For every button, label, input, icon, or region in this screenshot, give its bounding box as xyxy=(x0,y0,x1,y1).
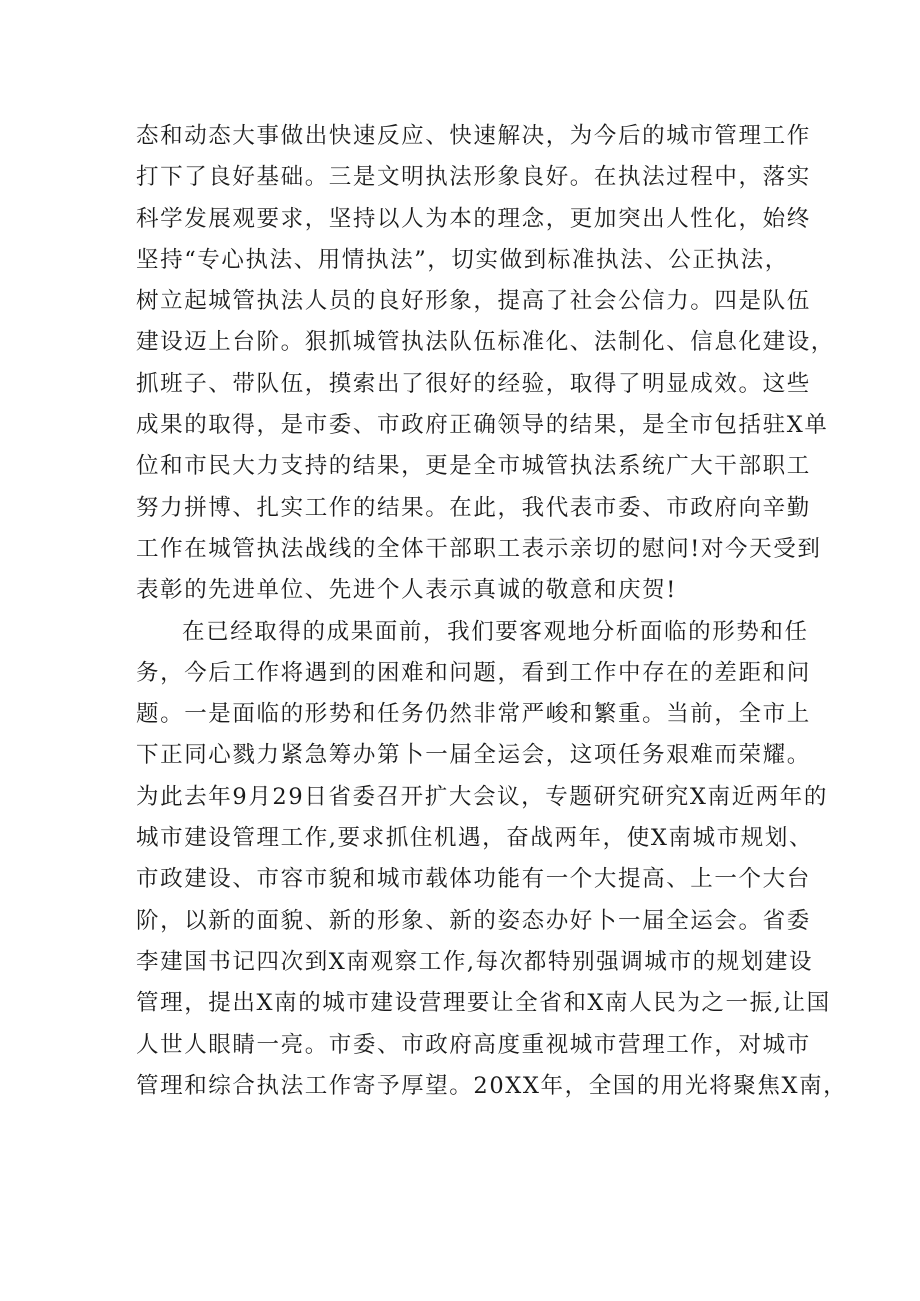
text-line: 位和市民大力支持的结果，更是全市城管执法系统广大干部职工 xyxy=(136,453,811,480)
paragraph-2 xyxy=(136,612,848,1108)
text-line: 态和动态大事做出快速反应、快速解决，为今后的城市管理工作 xyxy=(136,123,811,149)
body-text xyxy=(136,116,848,1107)
text-line: 管理，提出X南的城市建设营理要让全省和X南人民为之一振,让国 xyxy=(136,990,831,1017)
text-line: 管理和综合执法工作寄予厚望。20XX年，全国的用光将聚焦X南， xyxy=(136,1072,848,1099)
text-line: 下正同心戮力紧急筹办第卜一届全运会，这项任务艰难而荣耀。 xyxy=(136,742,811,769)
text-line: 务，今后工作将遇到的困难和问题，看到工作中存在的差距和问 xyxy=(136,659,811,686)
text-line: 表彰的先进单位、先进个人表示真诚的敬意和庆贺! xyxy=(136,577,677,604)
text-line: 打下了良好基础。三是文明执法形象良好。在执法过程中，落实 xyxy=(136,164,811,191)
text-line: 在已经取得的成果面前，我们要客观地分析面临的形势和任 xyxy=(182,618,809,645)
text-line: 树立起城管执法人员的良好形象，提高了社会公信力。四是队伍 xyxy=(136,288,811,315)
text-line: 坚持“专心执法、用情执法”，切实做到标准执法、公正执法， xyxy=(136,246,789,273)
text-line: 成果的取得，是市委、市政府正确领导的结果，是全市包括驻X单 xyxy=(136,412,829,439)
text-line: 抓班子、带队伍，摸索出了很好的经验，取得了明显成效。这些 xyxy=(136,370,811,397)
paragraph-1 xyxy=(136,116,835,612)
text-line: 建设迈上台阶。狠抓城管执法队伍标准化、法制化、信息化建设， xyxy=(136,329,835,356)
text-line: 努力拼博、扎实工作的结果。在此，我代表市委、市政府向辛勤 xyxy=(136,494,811,521)
text-line: 阶，以新的面貌、新的形象、新的姿态办好卜一届全运会。省委 xyxy=(136,907,811,934)
text-line: 城市建设管理工作,要求抓住机遇，奋战两年，使X南城市规划、 xyxy=(136,825,814,852)
text-line: 工作在城管执法战线的全体干部职工表示亲切的慰问!对今天受到 xyxy=(136,535,822,562)
text-line: 市政建设、市容市貌和城市载体功能有一个大提高、上一个大台 xyxy=(136,866,811,893)
text-line: 为此去年9月29日省委召开扩大会议，专题研究研究X南近两年的 xyxy=(136,783,828,810)
text-line: 李建国书记四次到X南观察工作,每次都特别强调城市的规划建设 xyxy=(136,948,814,975)
text-line: 科学发展观要求，坚持以人为本的理念，更加突出人性化，始终 xyxy=(136,205,811,232)
text-line: 人世人眼睛一亮。市委、市政府高度重视城市营理工作，对城市 xyxy=(136,1031,811,1058)
text-line: 题。一是面临的形势和任务仍然非常严峻和繁重。当前，全市上 xyxy=(136,701,811,728)
